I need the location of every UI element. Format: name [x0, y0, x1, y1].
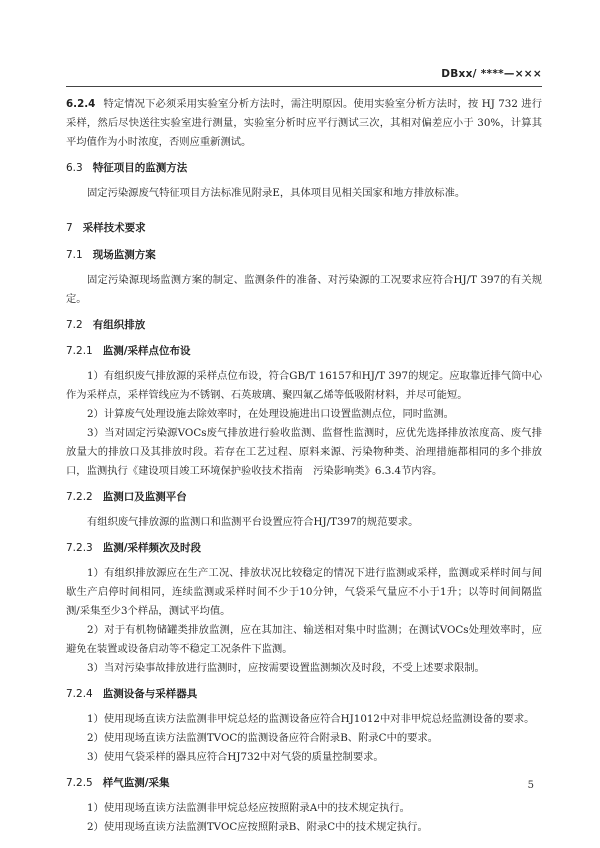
- paragraph-7-2-2: 有组织废气排放源的监测口和监测平台设置应符合HJ/T397的规范要求。: [87, 516, 419, 528]
- paragraph-7-2-4-item-1: 1）使用现场直读方法监测非甲烷总烃的监测设备应符合HJ1012中对非甲烷总烃监测设备的要求。: [87, 713, 535, 725]
- heading-title: 监测设备与采样器具: [102, 688, 198, 700]
- heading-7-2-3: [66, 539, 542, 558]
- heading-number: 7.2.5: [66, 777, 93, 789]
- heading-number: 7.2: [66, 319, 83, 331]
- paragraph-7-2-4-item-2: 2）使用现场直读方法监测TVOC的监测设备应符合附录B、附录C中的要求。: [87, 732, 439, 744]
- clause-text: 特定情况下必须采用实验室分析方法时，需注明原因。使用实验室分析方法时，按 HJ 732 进行采样，然后尽快送往实验室进行测量，实验室分析时应平行测试三次，其相对偏差应小于 30%，计算其平均值作为小时浓度，否则应重新测试。: [66, 98, 542, 148]
- paragraph-7-2-1-item-2: 2）计算废气处理设施去除效率时，在处理设施进出口设置监测点位，同时监测。: [87, 408, 454, 420]
- heading-number: 7: [66, 222, 73, 234]
- clause-number: 6.2.4: [66, 98, 96, 110]
- heading-title: 现场监测方案: [92, 249, 156, 261]
- heading-title: 特征项目的监测方法: [92, 162, 188, 174]
- heading-number: 7.2.3: [66, 542, 93, 554]
- paragraph-6-3: 固定污染源废气特征项目方法标准见附录E，具体项目见相关国家和地方排放标准。: [87, 187, 466, 199]
- paragraph-7-2-1-item-3: 3）当对固定污染源VOCs废气排放进行验收监测、监督性监测时，应优先选择排放浓度高、废气排放量大的排放口及其排放时段。若存在工艺过程、原料来源、污染物种类、治理措施都相同的多个排放口，监测执行《建设项目竣工环境保护验收技术指南 污染影响类》6.3.4节内容。: [66, 427, 542, 477]
- header-rule: [66, 86, 542, 87]
- heading-title: 有组织排放: [92, 319, 146, 331]
- heading-title: 监测/采样频次及时段: [102, 542, 202, 554]
- paragraph-7-2-3-item-2: 2）对于有机物储罐类排放监测，应在其加注、输送相对集中时监测；在测试VOCs处理效率时，应避免在装置或设备启动等不稳定工况条件下监测。: [66, 624, 542, 655]
- paragraph-7-2-1-item-1: 1）有组织废气排放源的采样点位布设，符合GB/T 16157和HJ/T 397的规定。应取靠近排气筒中心作为采样点，采样管线应为不锈钢、石英玻璃、聚四氟乙烯等低吸附材料，并尽可能短。: [66, 370, 542, 401]
- heading-number: 7.1: [66, 249, 83, 261]
- heading-number: 7.2.4: [66, 688, 93, 700]
- heading-7-2-4: [66, 685, 542, 704]
- heading-title: 采样技术要求: [82, 222, 146, 234]
- heading-7-2-5: [66, 774, 542, 793]
- page-number: 5: [527, 780, 534, 791]
- heading-7-2-1: [66, 342, 542, 361]
- paragraph-7-2-3-item-1: 1）有组织排放源应在生产工况、排放状况比较稳定的情况下进行监测或采样，监测或采样时间与间歇生产启停时间相同，连续监测或采样时间不少于10分钟，气袋采气量应不小于1升；以等时间间隔监测/采集至少3个样品，测试平均值。: [66, 567, 542, 617]
- heading-number: 7.2.1: [66, 345, 93, 357]
- document-code: DBxx/ ****—×××: [441, 68, 542, 80]
- heading-7-2-2: [66, 488, 542, 507]
- paragraph-7-2-3-item-3: 3）当对污染事故排放进行监测时，应按需要设置监测频次及时段，不受上述要求限制。: [87, 662, 485, 674]
- heading-title: 监测口及监测平台: [102, 491, 187, 503]
- page-body: [66, 95, 542, 837]
- heading-number: 6.3: [66, 162, 83, 174]
- paragraph-7-2-5-item-2: 2）使用现场直读方法监测TVOC应按照附录B、附录C中的技术规定执行。: [87, 821, 428, 833]
- paragraph-6-2-4: [66, 95, 542, 152]
- paragraph-7-1: 固定污染源现场监测方案的制定、监测条件的准备、对污染源的工况要求应符合HJ/T 397的有关规定。: [66, 274, 542, 305]
- heading-7: [66, 219, 542, 238]
- heading-7-2: [66, 316, 542, 335]
- heading-number: 7.2.2: [66, 491, 93, 503]
- paragraph-7-2-5-item-1: 1）使用现场直读方法监测非甲烷总烃应按照附录A中的技术规定执行。: [87, 802, 410, 814]
- heading-6-3: [66, 159, 542, 178]
- paragraph-7-2-4-item-3: 3）使用气袋采样的器具应符合HJ732中对气袋的质量控制要求。: [87, 751, 384, 763]
- heading-title: 监测/采样点位布设: [102, 345, 191, 357]
- heading-title: 样气监测/采集: [102, 777, 170, 789]
- heading-7-1: [66, 246, 542, 265]
